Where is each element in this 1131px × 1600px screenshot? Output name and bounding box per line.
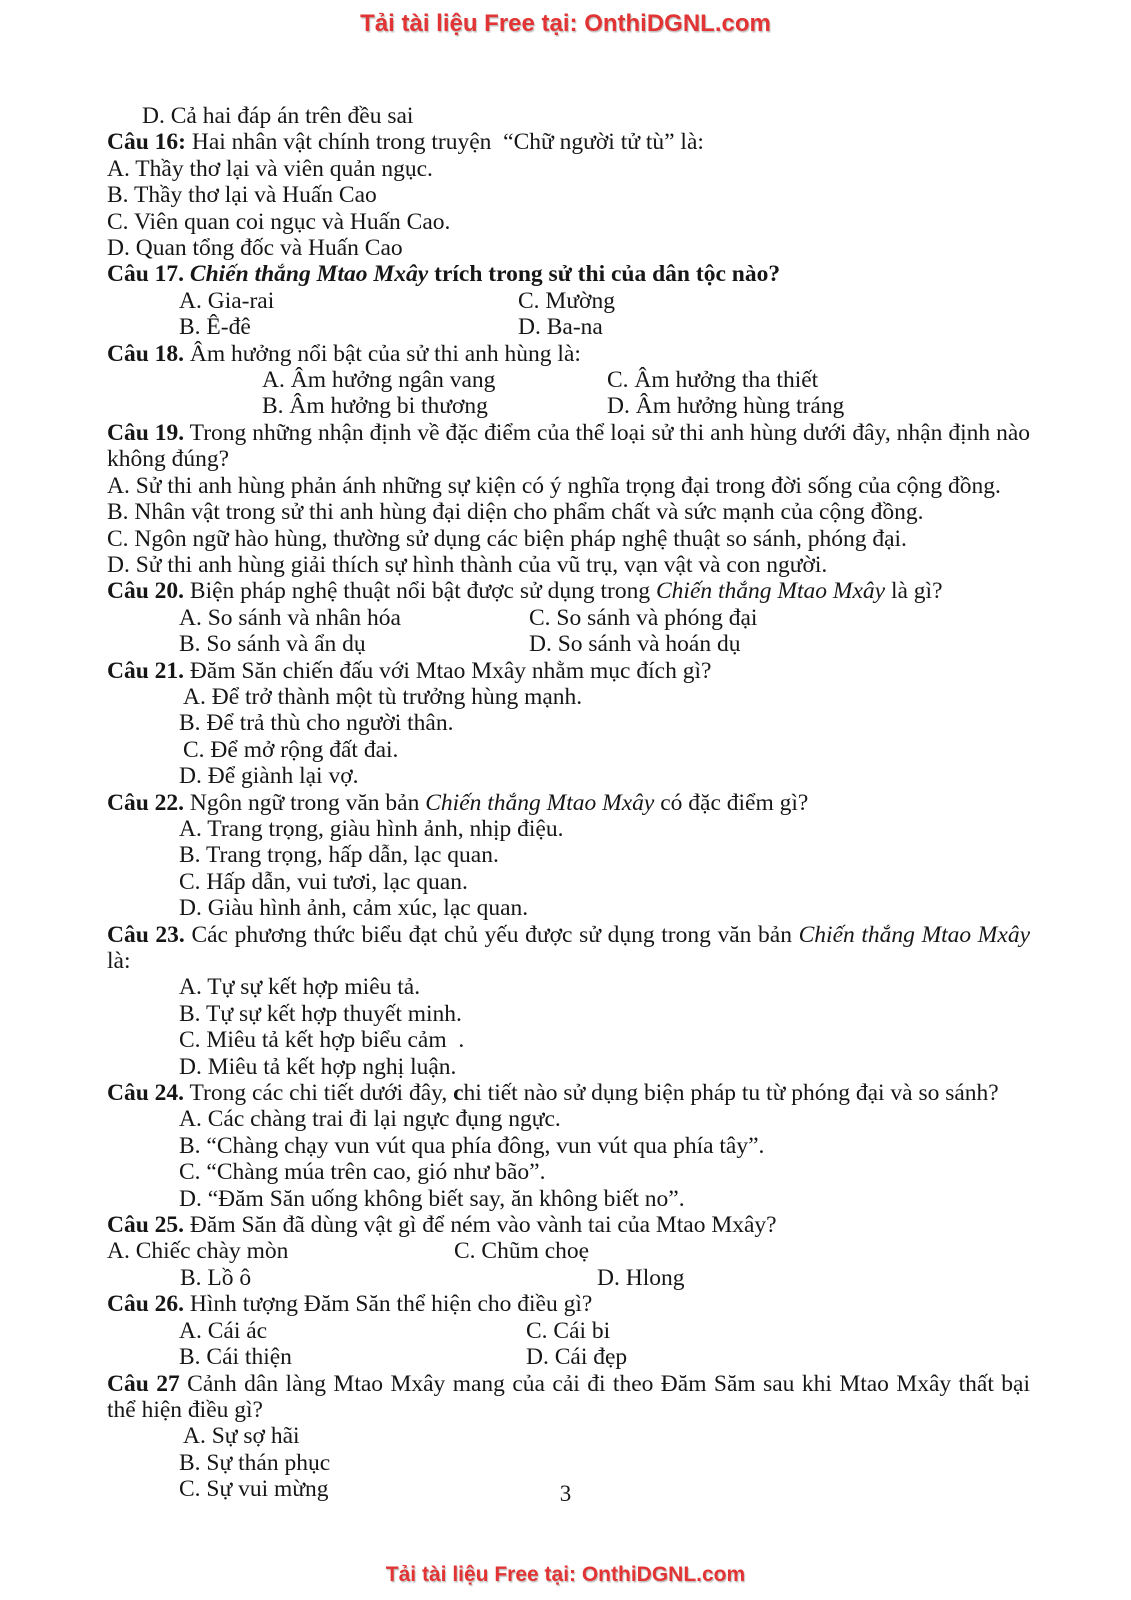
question-17 [107,261,1030,287]
q19-option-c [107,526,1030,552]
q23-option-d [107,1054,1030,1080]
text-run: C. So sánh và phóng đại [529,604,758,631]
text-run: Chiến thắng Mtao Mxây [425,789,655,816]
option-column-right [518,288,615,314]
option-column-right [526,1318,610,1344]
q18-options-ac [107,367,1030,393]
text-run: Biện pháp nghệ thuật nổi bật được sử dụng trong [184,578,656,605]
q16-option-b [107,182,1030,208]
q22-option-c [107,869,1030,895]
q15-option-d [107,103,1030,129]
question-18 [107,341,1030,367]
text-run: Hình tượng Đăm Săn thể hiện cho điều gì? [184,1291,593,1318]
q25-options-bd [107,1265,1030,1291]
question-label: Câu 22. [107,789,185,816]
text-run: Đăm Săn chiến đấu với Mtao Mxây nhằm mục đích gì? [184,657,712,684]
text-run: A. Gia-rai [179,287,275,314]
option-column-right [529,631,740,657]
option-column-left [180,1265,251,1291]
document-body [107,103,1030,1503]
question-label: Câu 27 [107,1370,180,1397]
question-25 [107,1212,1030,1238]
q20-options-ac [107,605,1030,631]
text-run: Âm hưởng nổi bật của sử thi anh hùng là: [184,340,581,367]
question-16 [107,129,1030,155]
text-run: A. Để trở thành một tù trưởng hùng mạnh. [183,683,583,710]
text-run: A. Cái ác [179,1317,268,1344]
text-run: A. Sự sợ hãi [183,1423,300,1450]
text-run: B. Sự thán phục [179,1449,331,1476]
text-run: là: [107,948,131,974]
question-label: Câu 23. [107,921,185,948]
question-label: Câu 17. [107,261,190,288]
question-label: Câu 24. [107,1080,185,1107]
question-26 [107,1291,1030,1317]
text-run: trích trong sử thi của dân tộc nào? [428,261,781,288]
text-run: Ngôn ngữ trong văn bản [184,789,426,816]
question-label: Câu 21. [107,657,185,684]
q22-option-d [107,895,1030,921]
text-run: Hai nhân vật chính trong truyện “Chữ người tử tù” là: [186,129,704,156]
text-run: B. Cái thiện [179,1344,292,1371]
text-run: C. Ngôn ngữ hào hùng, thường sử dụng các biện pháp nghệ thuật so sánh, phóng đại. [107,525,907,552]
text-run: C. Viên quan coi ngục và Huấn Cao. [107,208,451,235]
text-run: B. Thầy thơ lại và Huấn Cao [107,182,377,209]
header-banner: Tải tài liệu Free tại: OnthiDGNL.com [360,10,771,37]
text-run: D. Hlong [597,1264,685,1291]
q21-option-c [107,737,1030,763]
option-column-left [179,1344,292,1370]
text-run: D. Cả hai đáp án trên đều sai [142,103,414,129]
option-column-left [179,288,274,314]
q21-option-b [107,710,1030,736]
text-run: D. Quan tổng đốc và Huấn Cao [107,235,403,262]
question-label: Câu 19. [107,419,185,446]
q24-option-d [107,1186,1030,1212]
text-run: B. Tự sự kết hợp thuyết minh. [179,1000,462,1027]
q27-option-a [107,1423,1030,1449]
footer-banner: Tải tài liệu Free tại: OnthiDGNL.com [385,1563,746,1586]
text-run: B. Nhân vật trong sử thi anh hùng đại diện cho phẩm chất và sức mạnh của cộng đồng. [107,499,924,526]
text-run: D. Ba-na [518,314,603,341]
option-column-right [607,393,844,419]
text-run: là gì? [885,578,943,605]
option-column-right [597,1265,684,1291]
q24-option-b [107,1133,1030,1159]
text-run: có đặc điểm gì? [654,789,809,816]
question-19 [107,420,1030,473]
q25-options-ac [107,1238,1030,1264]
text-run: B. Lồ ô [180,1264,252,1291]
q27-option-b [107,1450,1030,1476]
option-column-right [607,367,818,393]
option-column-left [107,1238,288,1264]
q26-options-ac [107,1318,1030,1344]
option-column-left [179,605,401,631]
text-run: D. Cái đẹp [526,1344,628,1371]
q24-option-a [107,1106,1030,1132]
text-run: A. Tự sự kết hợp miêu tả. [179,974,421,1001]
text-run: B. “Chàng chạy vun vút qua phía đông, vun vút qua phía tây”. [179,1132,765,1159]
question-22 [107,790,1030,816]
question-label: Câu 25. [107,1212,185,1239]
q19-option-a [107,473,1030,499]
text-run: c [453,1080,464,1107]
q23-option-a [107,974,1030,1000]
text-run: Trong những nhận định về đặc điểm của thể loại sử thi anh hùng dưới đây, nhận định nào không đúng? [107,419,1030,473]
q16-option-a [107,156,1030,182]
text-run: D. So sánh và hoán dụ [529,631,741,658]
q23-option-c [107,1027,1030,1053]
question-24 [107,1080,1030,1106]
text-run: C. Miêu tả kết hợp biểu cảm . [179,1027,465,1054]
text-run: A. Thầy thơ lại và viên quản ngục. [107,155,433,182]
text-run: D. “Đăm Săn uống không biết say, ăn không biết no”. [179,1185,685,1212]
q18-options-bd [107,393,1030,419]
option-column-left [262,393,488,419]
text-run: hi tiết nào sử dụng biện pháp tu từ phóng đại và so sánh? [463,1080,999,1107]
q19-option-d [107,552,1030,578]
question-label: Câu 16: [107,129,186,156]
text-run: D. Để giành lại vợ. [179,763,359,790]
text-run: C. Cái bi [526,1317,611,1344]
question-20 [107,578,1030,604]
text-run: B. Âm hưởng bi thương [262,393,488,420]
option-column-right [529,605,757,631]
text-run: C. Âm hưởng tha thiết [607,367,819,394]
q21-option-a [107,684,1030,710]
text-run: D. Âm hưởng hùng tráng [607,393,845,420]
question-label: Câu 20. [107,578,185,605]
text-run: B. Trang trọng, hấp dẫn, lạc quan. [179,842,499,869]
text-run: C. Chũm choẹ [454,1238,590,1265]
q17-options-ac [107,288,1030,314]
text-run: D. Sử thi anh hùng giải thích sự hình thành của vũ trụ, vạn vật và con người. [107,551,828,578]
question-21 [107,658,1030,684]
text-run: D. Giàu hình ảnh, cảm xúc, lạc quan. [179,895,529,922]
q19-option-b [107,499,1030,525]
q21-option-d [107,763,1030,789]
text-run: A. Các chàng trai đi lại ngực đụng ngực. [179,1106,561,1133]
text-run: A. So sánh và nhân hóa [179,604,401,631]
text-run: Cảnh dân làng Mtao Mxây mang của cải đi theo Đăm Săm sau khi Mtao Mxây thất bại thể hiện điều gì? [107,1370,1030,1423]
option-column-right [454,1238,589,1264]
q16-option-c [107,209,1030,235]
question-label: Câu 26. [107,1291,185,1318]
text-run: C. “Chàng múa trên cao, gió như bão”. [179,1159,546,1186]
text-run: Chiến thắng Mtao Mxây [189,261,429,288]
text-run: B. So sánh và ẩn dụ [179,631,366,658]
option-column-left [179,631,366,657]
question-27 [107,1371,1030,1424]
text-run: A. Sử thi anh hùng phản ánh những sự kiện có ý nghĩa trọng đại trong đời sống của cộng đồng. [107,472,1001,499]
option-column-left [179,1318,267,1344]
q20-options-bd [107,631,1030,657]
text-run: Trong các chi tiết dưới đây, [184,1080,454,1107]
option-column-left [179,314,251,340]
page-number: 3 [559,1481,572,1506]
text-run: A. Chiếc chày mòn [107,1238,289,1265]
option-column-right [518,314,603,340]
question-label: Câu 18. [107,340,185,367]
option-column-left [262,367,495,393]
q24-option-c [107,1159,1030,1185]
q22-option-b [107,842,1030,868]
text-run: C. Hấp dẫn, vui tươi, lạc quan. [179,868,468,895]
text-run: D. Miêu tả kết hợp nghị luận. [179,1053,457,1080]
option-column-right [526,1344,627,1370]
text-run: Đăm Săn đã dùng vật gì để ném vào vành tai của Mtao Mxây? [184,1212,777,1239]
q17-options-bd [107,314,1030,340]
text-run: Các phương thức biểu đạt chủ yếu được sử dụng trong văn bản [184,921,799,948]
text-run: A. Âm hưởng ngân vang [262,367,496,394]
q23-option-b [107,1001,1030,1027]
text-run: B. Để trả thù cho người thân. [179,710,454,737]
q16-option-d [107,235,1030,261]
q22-option-a [107,816,1030,842]
text-run: Chiến thắng Mtao Mxây [798,921,1030,948]
question-23 [107,922,1030,975]
q26-options-bd [107,1344,1030,1370]
text-run: C. Để mở rộng đất đai. [183,736,399,763]
text-run: C. Mường [518,287,615,314]
text-run: B. Ê-đê [179,314,251,341]
text-run: A. Trang trọng, giàu hình ảnh, nhịp điệu. [179,815,564,842]
text-run: C. Sự vui mừng [179,1476,329,1503]
text-run: Chiến thắng Mtao Mxây [655,578,886,605]
